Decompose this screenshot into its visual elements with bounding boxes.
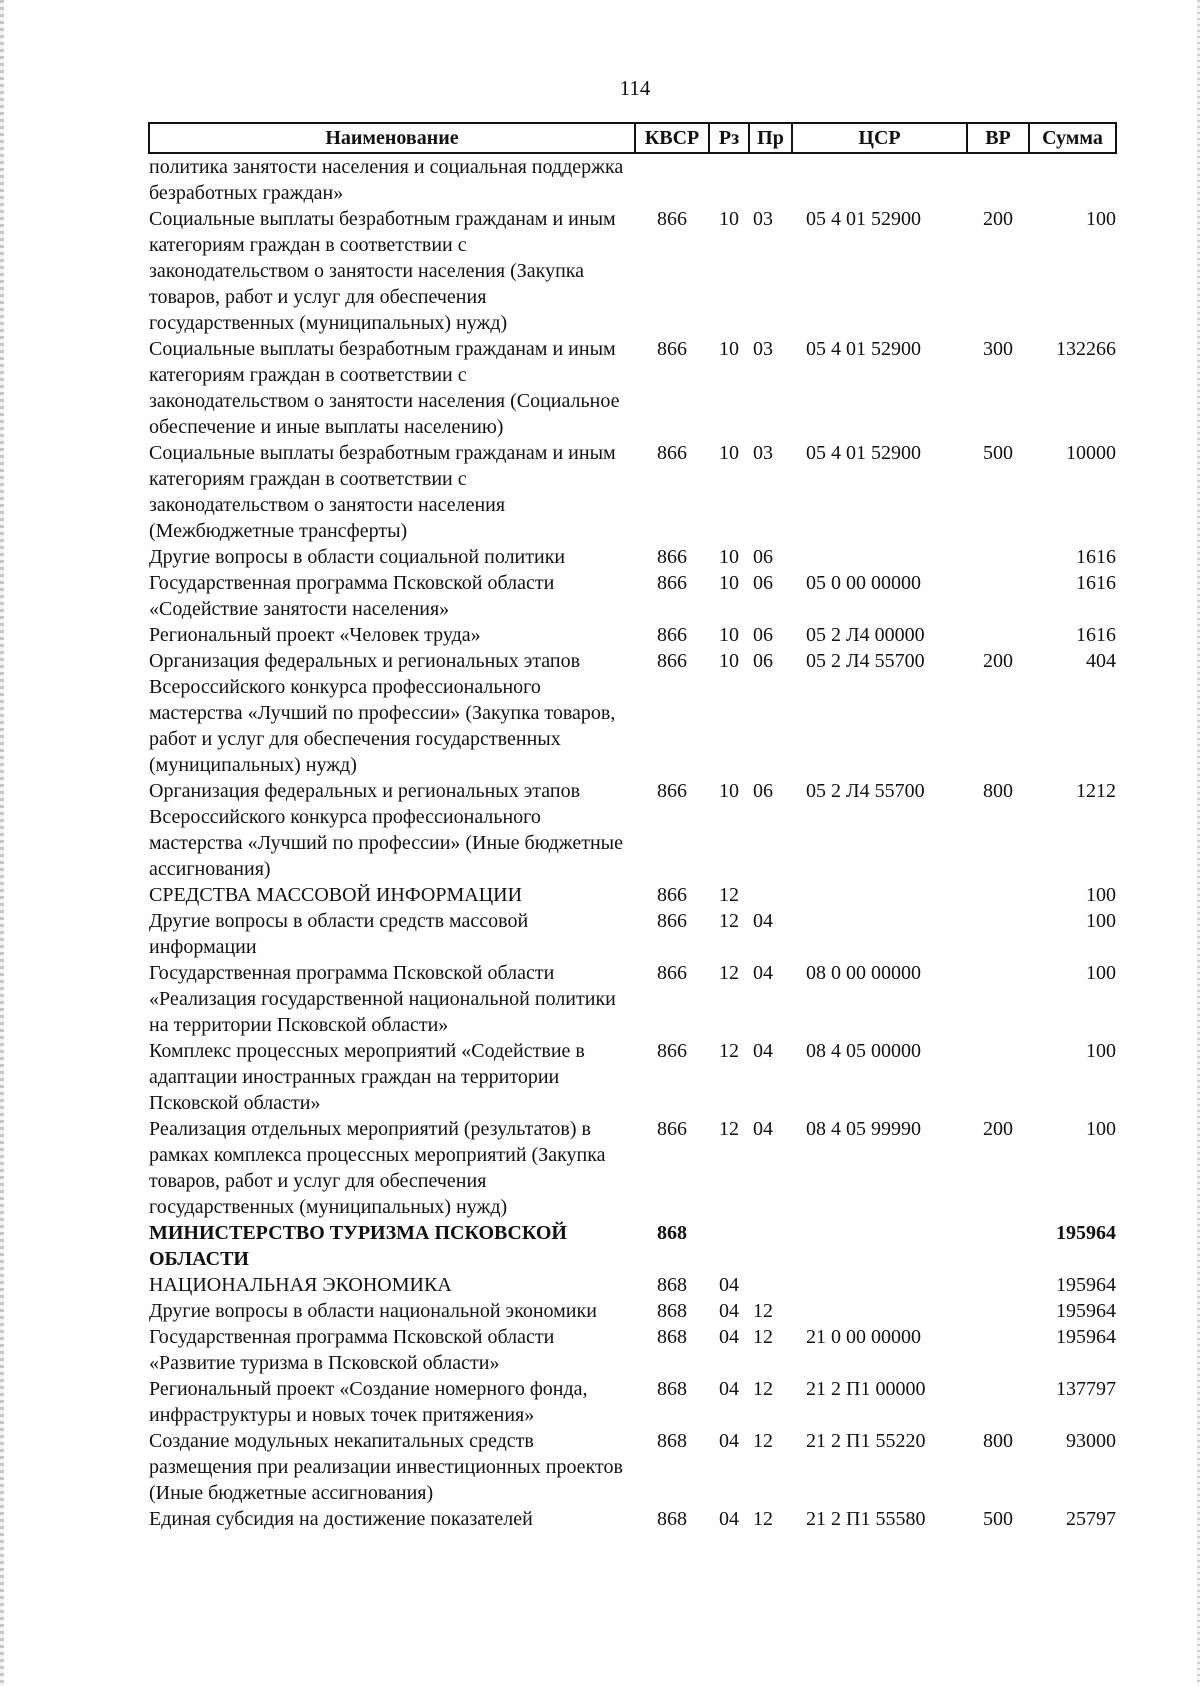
cell-vr: 200 [983,1118,1013,1140]
cell-sum: 1616 [1076,546,1116,568]
page-number: 114 [619,76,651,100]
cell-csr: 05 4 01 52900 [806,338,921,360]
cell-name: Единая субсидия на достижение показателей [149,1508,533,1530]
cell-pr: 12 [753,1300,773,1322]
cell-sum: 132266 [1056,338,1116,360]
cell-pr: 04 [753,1040,773,1062]
cell-vr: 200 [983,650,1013,672]
cell-csr: 21 0 00 00000 [806,1326,921,1348]
cell-name: Комплекс процессных мероприятий «Содействие в адаптации иностранных граждан на территории Псковской области» [149,1040,585,1114]
cell-vr: 500 [983,1508,1013,1530]
cell-csr [792,1220,967,1272]
cell-pr [749,153,792,206]
cell-kvsr: 868 [657,1300,687,1322]
cell-sum: 10000 [1066,442,1116,464]
cell-vr [967,1038,1029,1116]
cell-pr: 04 [753,1118,773,1140]
cell-pr: 06 [753,546,773,568]
cell-vr [967,622,1029,648]
cell-kvsr: 868 [657,1326,687,1348]
cell-rz: 10 [719,572,739,594]
budget-table-container [148,122,1115,1532]
header-kvsr: КВСР [635,123,709,153]
cell-vr [967,908,1029,960]
cell-name: Государственная программа Псковской области «Реализация государственной национальной политики на территории Псковской области» [149,962,616,1036]
cell-rz: 10 [719,546,739,568]
cell-kvsr: 866 [657,1040,687,1062]
header-pr: Пр [749,123,792,153]
table-row [149,1506,1116,1532]
cell-pr: 03 [753,208,773,230]
cell-sum [1029,153,1116,206]
cell-vr [967,1220,1029,1272]
cell-csr [792,153,967,206]
cell-csr [792,1298,967,1324]
cell-name: СРЕДСТВА МАССОВОЙ ИНФОРМАЦИИ [149,884,523,906]
cell-rz: 12 [719,884,739,906]
cell-rz: 10 [719,780,739,802]
table-row [149,1116,1116,1220]
cell-csr [792,544,967,570]
cell-kvsr: 866 [657,572,687,594]
cell-csr: 05 0 00 00000 [806,572,921,594]
cell-kvsr: 866 [657,780,687,802]
cell-name: Социальные выплаты безработным гражданам и иным категориям граждан в соответствии с законодательством о занятости населения (Закупка товаров, работ и услуг для обеспечения государственных (муниципальных) нужд) [149,208,616,334]
cell-kvsr [635,153,709,206]
scan-edge-left [0,0,4,1686]
table-row [149,570,1116,622]
cell-sum: 100 [1086,910,1116,932]
cell-sum: 100 [1086,1118,1116,1140]
cell-vr [967,1376,1029,1428]
cell-csr: 05 2 Л4 55700 [806,650,925,672]
cell-rz: 10 [719,338,739,360]
cell-rz: 12 [719,1040,739,1062]
cell-sum: 100 [1086,884,1116,906]
table-row [149,908,1116,960]
cell-sum: 100 [1086,962,1116,984]
cell-rz: 10 [719,650,739,672]
cell-csr: 21 2 П1 55580 [806,1508,926,1530]
cell-name: Государственная программа Псковской области «Развитие туризма в Псковской области» [149,1326,555,1374]
table-row [149,1298,1116,1324]
cell-sum: 100 [1086,208,1116,230]
table-row [149,1220,1116,1272]
table-body [149,153,1116,1532]
cell-name: Организация федеральных и региональных этапов Всероссийского конкурса профессионального мастерства «Лучший по профессии» (Иные бюджетные ассигнования) [149,780,623,880]
cell-csr [792,1272,967,1298]
cell-vr [967,153,1029,206]
header-rz: Рз [709,123,749,153]
table-row [149,544,1116,570]
cell-name: Социальные выплаты безработным гражданам и иным категориям граждан в соответствии с законодательством о занятости населения (Межбюджетные трансферты) [149,442,616,542]
budget-table [148,122,1117,1532]
cell-kvsr: 868 [657,1274,687,1296]
cell-pr: 06 [753,624,773,646]
cell-kvsr: 866 [657,546,687,568]
cell-name: Социальные выплаты безработным гражданам и иным категориям граждан в соответствии с законодательством о занятости населения (Социальное обеспечение и иные выплаты населению) [149,338,620,438]
cell-csr: 05 4 01 52900 [806,208,921,230]
cell-rz: 10 [719,208,739,230]
table-row [149,440,1116,544]
cell-vr [967,1272,1029,1298]
cell-kvsr: 866 [657,208,687,230]
cell-vr: 300 [983,338,1013,360]
cell-vr [967,544,1029,570]
header-name: Наименование [149,123,635,153]
cell-kvsr: 866 [657,624,687,646]
cell-rz: 04 [719,1508,739,1530]
cell-sum: 137797 [1056,1378,1116,1400]
cell-rz: 12 [719,910,739,932]
cell-rz: 12 [719,962,739,984]
cell-sum: 93000 [1066,1430,1116,1452]
cell-pr: 03 [753,442,773,464]
cell-vr [967,1324,1029,1376]
cell-kvsr: 868 [657,1430,687,1452]
cell-rz: 04 [719,1274,739,1296]
cell-vr: 500 [983,442,1013,464]
cell-name: Другие вопросы в области социальной политики [149,546,566,568]
cell-kvsr: 868 [657,1508,687,1530]
cell-pr [749,1220,792,1272]
cell-name: Региональный проект «Создание номерного фонда, инфраструктуры и новых точек притяжения» [149,1378,588,1426]
cell-name: Другие вопросы в области национальной экономики [149,1300,597,1322]
cell-pr [749,1272,792,1298]
cell-pr: 06 [753,780,773,802]
table-row [149,778,1116,882]
cell-rz: 04 [719,1326,739,1348]
cell-vr [967,1298,1029,1324]
cell-vr [967,882,1029,908]
cell-name: политика занятости населения и социальная поддержка безработных граждан» [149,156,624,204]
cell-pr: 04 [753,962,773,984]
cell-pr: 06 [753,650,773,672]
cell-name: Региональный проект «Человек труда» [149,624,481,646]
table-row [149,622,1116,648]
cell-csr [792,908,967,960]
cell-csr: 08 0 00 00000 [806,962,921,984]
cell-kvsr: 868 [657,1378,687,1400]
cell-csr: 08 4 05 99990 [806,1118,921,1140]
cell-rz: 12 [719,1118,739,1140]
cell-pr: 04 [753,910,773,932]
table-row [149,1038,1116,1116]
cell-sum: 195964 [1056,1222,1116,1244]
cell-sum: 1212 [1076,780,1116,802]
cell-kvsr: 866 [657,1118,687,1140]
cell-vr: 800 [983,1430,1013,1452]
table-row [149,960,1116,1038]
cell-name: Реализация отдельных мероприятий (результатов) в рамках комплекса процессных мероприятий (Закупка товаров, работ и услуг для обеспечения государственных (муниципальных) нужд) [149,1118,606,1218]
cell-kvsr: 868 [657,1222,687,1244]
cell-kvsr: 866 [657,338,687,360]
table-row [149,1324,1116,1376]
cell-kvsr: 866 [657,884,687,906]
cell-vr: 200 [983,208,1013,230]
cell-pr: 06 [753,572,773,594]
cell-csr: 08 4 05 00000 [806,1040,921,1062]
cell-rz [709,153,749,206]
cell-csr: 05 2 Л4 55700 [806,780,925,802]
cell-kvsr: 866 [657,650,687,672]
cell-rz: 10 [719,442,739,464]
cell-csr: 21 2 П1 00000 [806,1378,926,1400]
cell-kvsr: 866 [657,910,687,932]
cell-name: НАЦИОНАЛЬНАЯ ЭКОНОМИКА [149,1274,452,1296]
cell-pr: 03 [753,338,773,360]
table-row [149,153,1116,206]
table-row [149,206,1116,336]
cell-pr: 12 [753,1326,773,1348]
cell-vr [967,570,1029,622]
cell-name: Организация федеральных и региональных этапов Всероссийского конкурса профессионального мастерства «Лучший по профессии» (Закупка товаров, работ и услуг для обеспечения государственных (муниципальных) нужд) [149,650,616,776]
cell-sum: 195964 [1056,1300,1116,1322]
cell-vr [967,960,1029,1038]
table-row [149,1428,1116,1506]
cell-kvsr: 866 [657,962,687,984]
cell-name: МИНИСТЕРСТВО ТУРИЗМА ПСКОВСКОЙ ОБЛАСТИ [149,1222,567,1270]
cell-rz [709,1220,749,1272]
cell-sum: 1616 [1076,624,1116,646]
cell-sum: 195964 [1056,1274,1116,1296]
cell-sum: 404 [1086,650,1116,672]
table-row [149,1272,1116,1298]
cell-vr: 800 [983,780,1013,802]
cell-csr: 05 4 01 52900 [806,442,921,464]
table-row [149,882,1116,908]
cell-rz: 04 [719,1430,739,1452]
cell-csr: 05 2 Л4 00000 [806,624,925,646]
header-vr: ВР [967,123,1029,153]
table-row [149,648,1116,778]
cell-sum: 1616 [1076,572,1116,594]
header-sum: Сумма [1029,123,1116,153]
cell-pr: 12 [753,1378,773,1400]
table-row [149,1376,1116,1428]
header-csr: ЦСР [792,123,967,153]
cell-kvsr: 866 [657,442,687,464]
cell-pr: 12 [753,1430,773,1452]
table-header [149,123,1116,153]
cell-sum: 100 [1086,1040,1116,1062]
cell-name: Государственная программа Псковской области «Содействие занятости населения» [149,572,555,620]
cell-csr [792,882,967,908]
cell-csr: 21 2 П1 55220 [806,1430,926,1452]
cell-sum: 195964 [1056,1326,1116,1348]
cell-name: Создание модульных некапитальных средств размещения при реализации инвестиционных проектов (Иные бюджетные ассигнования) [149,1430,623,1504]
table-row [149,336,1116,440]
cell-rz: 10 [719,624,739,646]
cell-pr: 12 [753,1508,773,1530]
cell-sum: 25797 [1066,1508,1116,1530]
cell-rz: 04 [719,1378,739,1400]
header-row [149,123,1116,153]
cell-name: Другие вопросы в области средств массовой информации [149,910,529,958]
cell-pr [749,882,792,908]
cell-rz: 04 [719,1300,739,1322]
